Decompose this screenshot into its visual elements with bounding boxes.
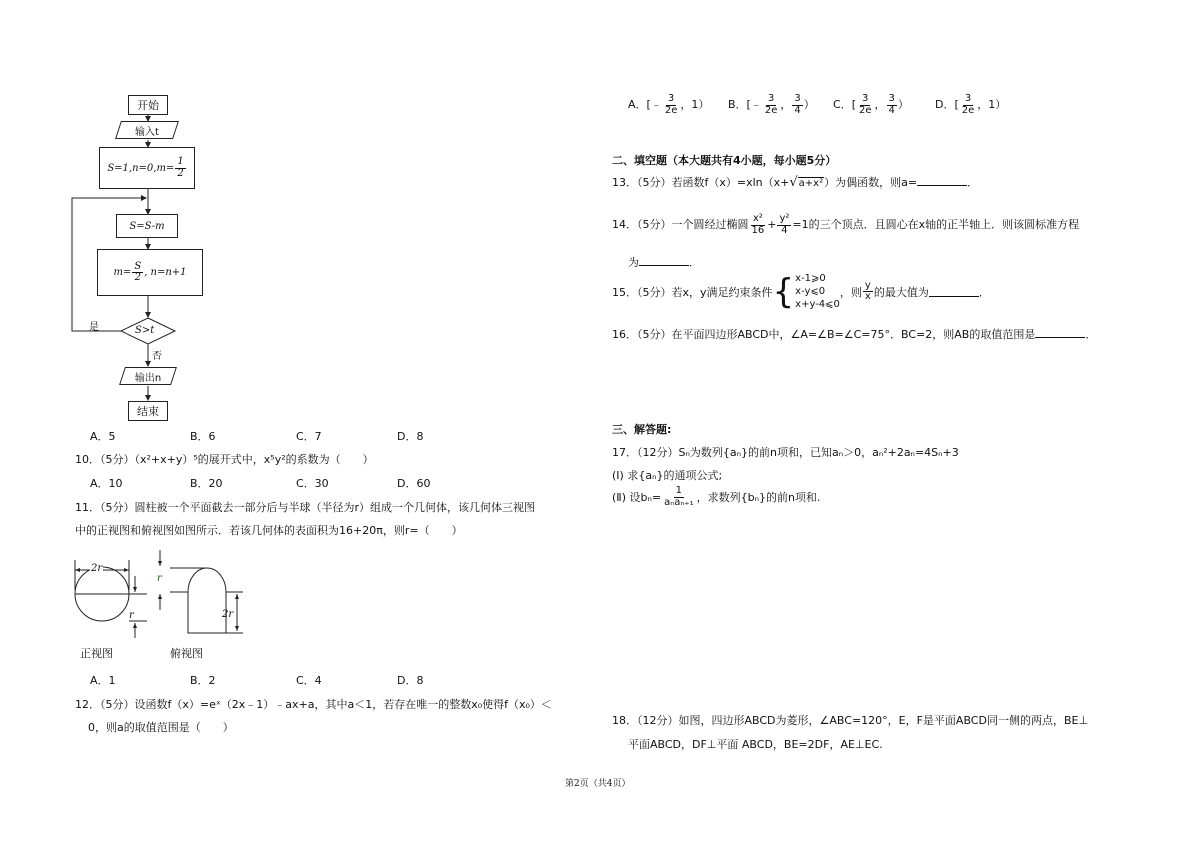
label-r-top: r — [157, 573, 162, 584]
section2-title: 二、填空题（本大题共有4小题，每小题5分） — [612, 154, 837, 167]
label-r-front: r — [129, 610, 134, 621]
q12-option-b: B．[﹣ $\frac{3}{2e}$ ， $\frac{3}{4}$ ） — [728, 93, 815, 116]
q10-option-d: D．60 — [397, 477, 431, 490]
q9-option-d: D．8 — [397, 430, 424, 443]
q12-option-d: D．[ $\frac{3}{2e}$ ，1） — [935, 93, 1007, 116]
q12-line2: 0，则a的取值范围是（ ） — [88, 721, 234, 734]
q10-option-c: C．30 — [296, 477, 329, 490]
page-footer: 第2页（共4页） — [565, 779, 631, 789]
q9-option-a: A．5 — [90, 430, 116, 443]
flowchart-start: 开始 — [128, 95, 168, 115]
flowchart-no-label: 否 — [152, 351, 162, 362]
label-2r-side: 2r — [222, 609, 234, 620]
q12-line1: 12．（5分）设函数f（x）=eˣ（2x﹣1）﹣ax+a，其中a＜1，若存在唯一的整数x₀使得f（x₀）＜ — [75, 698, 552, 711]
flowchart-input: 输入t — [118, 121, 176, 139]
q13-answer-blank[interactable] — [917, 176, 967, 186]
q11-option-d: D．8 — [397, 674, 424, 687]
q11-option-c: C．4 — [296, 674, 322, 687]
q17-text: 17．（12分）Sₙ为数列{aₙ}的前n项和，已知aₙ＞0，aₙ²+2aₙ=4Sₙ+3 — [612, 446, 959, 459]
q10-option-b: B．20 — [190, 477, 223, 490]
q9-option-b: B．6 — [190, 430, 216, 443]
q17-part2: (Ⅱ) 设bₙ= $\frac{1}{\text{aₙaₙ₊₁}}$ ，求数列{bₙ}的前n项和. — [612, 485, 821, 508]
q12-option-a: A．[﹣ $\frac{3}{2e}$ ，1） — [628, 93, 710, 116]
q9-option-c: C．7 — [296, 430, 322, 443]
q18-line1: 18．（12分）如图，四边形ABCD为菱形，∠ABC=120°，E，F是平面ABCD同一侧的两点，BE⊥ — [612, 714, 1089, 727]
q14-line2: 为 ． — [628, 256, 700, 269]
q16: 16．（5分）在平面四边形ABCD中，∠A=∠B=∠C=75°．BC=2，则AB的取值范围是 ． — [612, 328, 1097, 341]
q15-answer-blank[interactable] — [929, 287, 979, 297]
top-view-caption: 俯视图 — [170, 647, 203, 660]
q15: 15．（5分）若x，y满足约束条件 { x-1⩾0 x-y⩽0 x+y-4⩽0 ，则 $\frac{y}{x}$ 的最大值为 ． — [612, 271, 990, 312]
q17-part1: (Ⅰ) 求{aₙ}的通项公式; — [612, 469, 723, 482]
q11-option-a: A．1 — [90, 674, 116, 687]
q18-line2: 平面ABCD，DF⊥平面 ABCD，BE=2DF，AE⊥EC. — [628, 738, 883, 751]
flowchart-end: 结束 — [128, 401, 168, 421]
flowchart-output: 输出n — [122, 367, 174, 385]
front-view-caption: 正视图 — [80, 647, 113, 660]
q13: 13．（5分）若函数f（x）=xln（x+√a+x²）为偶函数，则a= ． — [612, 175, 979, 190]
q16-answer-blank[interactable] — [1035, 328, 1085, 338]
q12-option-c: C．[ $\frac{3}{2e}$ ， $\frac{3}{4}$ ） — [833, 93, 909, 116]
section3-title: 三、解答题: — [612, 423, 672, 436]
q11-line1: 11．（5分）圆柱被一个平面截去一部分后与半球（半径为r）组成一个几何体，该几何体三视图 — [75, 501, 536, 514]
flowchart-step-subtract: S=S-m — [116, 214, 178, 238]
flowchart-decision: S>t — [135, 325, 155, 336]
q10-text: 10．（5分）（x²+x+y）⁵的展开式中，x⁵y²的系数为（ ） — [75, 453, 374, 466]
label-2r-top: 2r — [91, 563, 103, 574]
flowchart-step-update: m= $\frac{S}{2}$ , n=n+1 — [97, 249, 203, 296]
q11-option-b: B．2 — [190, 674, 216, 687]
q11-line2: 中的正视图和俯视图如图所示．若该几何体的表面积为16+20π，则r=（ ） — [75, 524, 463, 537]
q14-answer-blank[interactable] — [639, 256, 689, 266]
q14-line1: 14．（5分）一个圆经过椭圆 $\frac{\text{x²}}{16}$ + $\frac{\text{y²}}{4}$ =1的三个顶点．且圆心在x轴的正半轴上．则该圆标准方程 — [612, 213, 1080, 236]
flowchart-init: S=1,n=0,m= $\frac{1}{2}$ — [99, 147, 195, 189]
q10-option-a: A．10 — [90, 477, 123, 490]
flowchart-yes-label: 是 — [89, 322, 99, 333]
